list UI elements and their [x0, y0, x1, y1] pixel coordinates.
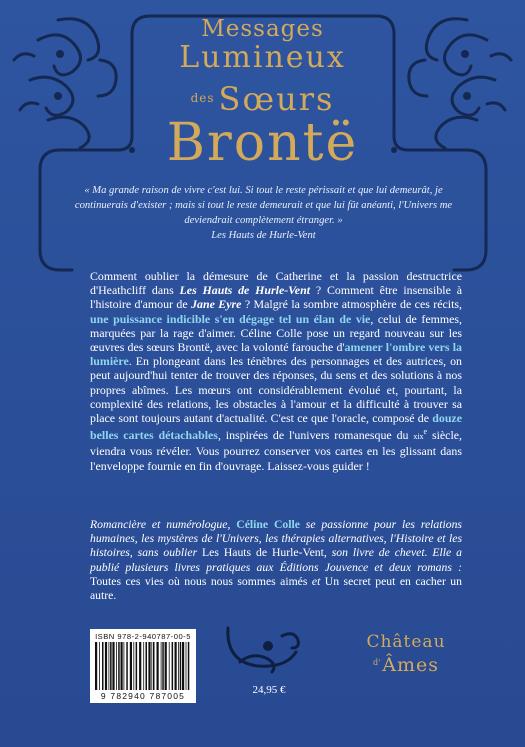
isbn-barcode	[90, 629, 196, 703]
barcode-bar	[118, 642, 120, 690]
title-line-lumineux: Lumineux	[179, 40, 346, 75]
bio-text: Romancière et numérologue,	[90, 518, 237, 531]
blurb-century: xix	[413, 432, 424, 442]
publisher-line1: Château	[366, 632, 446, 652]
barcode-bar	[109, 642, 110, 690]
bio-book-title: Un secret peut en cacher un autre	[90, 574, 462, 603]
barcode-bar	[133, 642, 134, 690]
bio-book-title: Les Hauts de Hurle-Vent	[202, 546, 324, 560]
blurb-paragraph	[90, 269, 462, 473]
barcode-bar	[188, 642, 190, 690]
isbn-label: ISBN 978-2-940787-00-5	[95, 632, 191, 641]
barcode-bar	[112, 642, 114, 690]
author-name: Céline Colle	[236, 518, 300, 531]
title-line-messages: Messages	[201, 16, 324, 42]
barcode-bar	[169, 642, 170, 690]
barcode-bar	[180, 642, 182, 690]
barcode-bar	[121, 642, 123, 690]
barcode-bars	[94, 642, 192, 690]
publisher-small: d'	[372, 658, 381, 667]
blurb-text: , celui de femmes, marquées par la rage d'aimer. Céline Colle pose un regard nouveau sur les œuvres des sœurs Brontë, avec la volonté farouche d'	[90, 311, 462, 355]
blurb-text: ? Comment être insensible à l'histoire d'amour de	[90, 283, 462, 312]
blurb-title-jane-eyre: Jane Eyre	[191, 297, 242, 312]
blurb-highlight: amener l'ombre vers la lumière	[90, 340, 462, 369]
barcode-bar	[162, 642, 164, 690]
title-soeurs: Sœurs	[218, 80, 335, 118]
title-des: des	[190, 91, 215, 105]
author-bio	[90, 518, 462, 603]
quote-text: « Ma grande raison de vivre c'est lui. Si tout le reste périssait et que lui demeurât, je continuerais d'exister ; mais si tout le reste demeurait et que lui fût anéanti, l'Univers me deviendrait complètement étranger. »	[74, 185, 453, 226]
barcode-bar	[116, 642, 117, 690]
blurb-highlight: douze belles cartes détachables	[90, 411, 462, 443]
price-label: 24,95 €	[252, 684, 286, 696]
barcode-bar	[148, 642, 150, 690]
quote-source: Les Hauts de Hurle-Vent	[211, 230, 316, 241]
barcode-bar	[136, 642, 138, 690]
barcode-bar	[124, 642, 125, 690]
title-line-bronte: Brontë	[166, 113, 359, 173]
publisher-logo	[350, 632, 462, 676]
bio-text: et	[307, 574, 325, 588]
barcode-bar	[146, 642, 148, 690]
barcode-bar	[130, 642, 132, 690]
barcode-bar	[182, 642, 184, 690]
blurb-title-hauts: Les Hauts de Hurle-Vent	[179, 283, 310, 298]
blurb-text: Comment oublier la démesure de Catherine et la passion destructrice d'Heathcliff dans	[90, 269, 462, 298]
swirl-emblem-icon	[222, 622, 304, 678]
barcode-bar	[165, 642, 167, 690]
barcode-bar	[102, 642, 104, 690]
barcode-bar	[143, 642, 144, 690]
barcode-bar	[139, 642, 141, 690]
barcode-bar	[151, 642, 152, 690]
epigraph-quote	[72, 183, 455, 243]
barcode-bar	[175, 642, 177, 690]
barcode-bar	[95, 642, 97, 690]
publisher-ames: Âmes	[382, 654, 440, 676]
blurb-text: siècle, viendra vous révéler. Vous pourrez conserver vos cartes en les glissant dans l'enveloppe fournie en fin d'ouvrage. Laissez-vous guider !	[90, 428, 463, 473]
bio-book-title: Toutes ces vies où nous nous sommes aimés	[90, 574, 308, 588]
barcode-bar	[161, 642, 162, 690]
barcode-bar	[157, 642, 159, 690]
barcode-bar	[105, 642, 107, 690]
blurb-highlight: une puissance indicible s'en dégage tel un élan de vie	[90, 311, 371, 326]
barcode-bar	[178, 642, 179, 690]
blurb-text: ? Malgré la sombre atmosphère de ces récits,	[241, 297, 462, 312]
barcode-bar	[153, 642, 155, 690]
blurb-century-sup: e	[423, 427, 428, 437]
barcode-bar	[99, 642, 100, 690]
blurb-text: , inspirées de l'univers romanesque du	[217, 428, 414, 443]
blurb-text: . En plongeant dans les ténèbres des personnages et des autrices, on peut aujourd'hui tenter de trouver des réponses, du sens et des solutions à nos propres abîmes. Les mœurs ont considérablement évolué et, pourtant, la complexité des relations, les obstacles à l'amour et la difficulté à trouver sa place sont toujours autant d'actualité. C'est ce que l'oracle, composé de	[90, 354, 462, 426]
publisher-line2	[350, 654, 462, 676]
bio-text: .	[113, 589, 117, 603]
bio-text: , son livre de chevet. Elle a publié plusieurs livres pratiques aux Éditions Jouvence et deux romans :	[90, 546, 462, 574]
barcode-digits: 9 782940 787005	[100, 691, 186, 701]
bio-text: se passionne pour les relations humaines, les mystères de l'Univers, les thérapies alternatives, l'Histoire et les histoires, sans oublier	[90, 518, 462, 560]
barcode-bar	[186, 642, 187, 690]
barcode-bar	[110, 642, 112, 690]
barcode-bar	[126, 642, 128, 690]
barcode-bar	[172, 642, 174, 690]
